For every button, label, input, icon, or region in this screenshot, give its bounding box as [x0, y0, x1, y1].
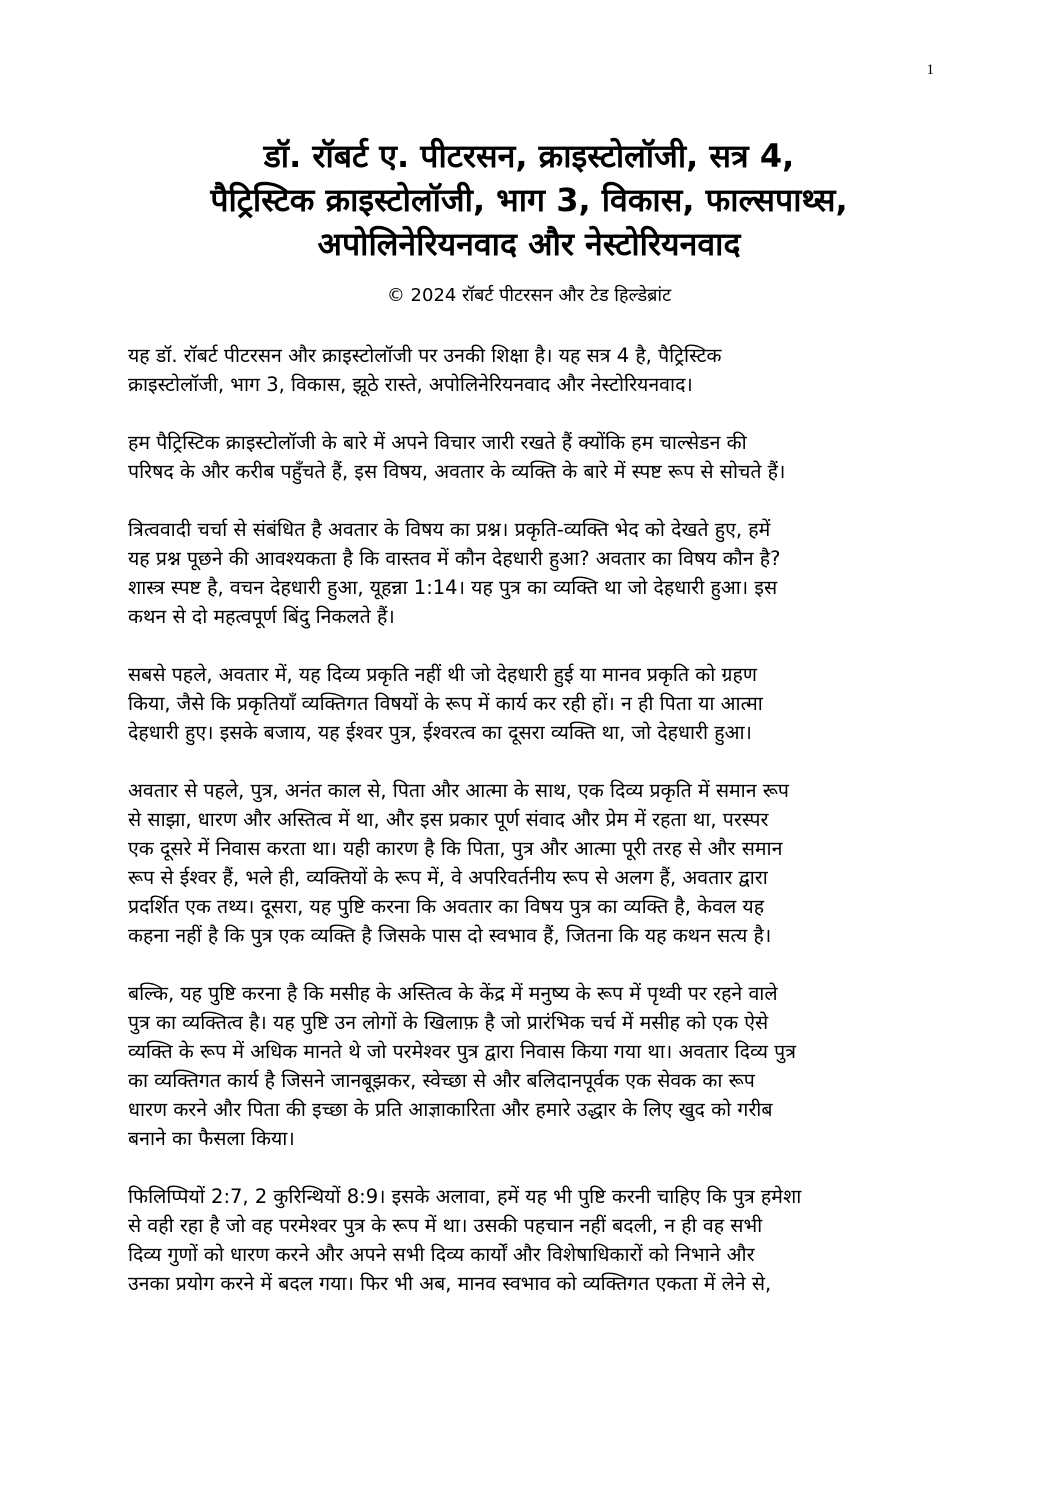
text-line: से साझा, धारण और अस्तित्व में था, और इस प्रकार पूर्ण संवाद और प्रेम में रहता था, परस्पर [128, 808, 769, 831]
text-line: रूप से ईश्वर हैं, भले ही, व्यक्तियों के रूप में, वे अपरिवर्तनीय रूप से अलग हैं, अवतार द्वारा [128, 866, 768, 889]
title-line: पैट्रिस्टिक क्राइस्टोलॉजी, भाग 3, विकास, फाल्सपाथ्स, [210, 181, 848, 219]
paragraph [128, 515, 928, 631]
text-line: अवतार से पहले, पुत्र, अनंत काल से, पिता और आत्मा के साथ, एक दिव्य प्रकृति में समान रूप [128, 779, 789, 802]
paragraph [128, 979, 928, 1153]
document-body [128, 341, 928, 1327]
text-line: हम पैट्रिस्टिक क्राइस्टोलॉजी के बारे में अपने विचार जारी रखते हैं क्योंकि हम चाल्सेडन की [128, 431, 747, 454]
paragraph [128, 660, 928, 747]
text-line: कथन से दो महत्वपूर्ण बिंदु निकलते हैं। [128, 605, 395, 628]
text-line: परिषद के और करीब पहुँचते हैं, इस विषय, अवतार के व्यक्ति के बारे में स्पष्ट रूप से सोचते हैं। [128, 460, 786, 483]
text-line: फिलिप्पियों 2:7, 2 कुरिन्थियों 8:9। इसके अलावा, हमें यह भी पुष्टि करनी चाहिए कि पुत्र हमेशा [128, 1185, 802, 1208]
text-line: यह डॉ. रॉबर्ट पीटरसन और क्राइस्टोलॉजी पर उनकी शिक्षा है। यह सत्र 4 है, पैट्रिस्टिक [128, 344, 722, 367]
text-line: से वही रहा है जो वह परमेश्वर पुत्र के रूप में था। उसकी पहचान नहीं बदली, न ही वह सभी [128, 1214, 763, 1237]
title-line: डॉ. रॉबर्ट ए. पीटरसन, क्राइस्टोलॉजी, सत्र 4, [263, 137, 795, 175]
copyright-notice: © 2024 रॉबर्ट पीटरसन और टेड हिल्डेब्रांट [386, 285, 672, 306]
text-line: पुत्र का व्यक्तित्व है। यह पुष्टि उन लोगों के खिलाफ़ है जो प्रारंभिक चर्च में मसीह को एक ऐसे [128, 1011, 769, 1034]
text-line: व्यक्ति के रूप में अधिक मानते थे जो परमेश्वर पुत्र द्वारा निवास किया गया था। अवतार दिव्य पुत्र [128, 1040, 797, 1063]
text-line: कहना नहीं है कि पुत्र एक व्यक्ति है जिसके पास दो स्वभाव हैं, जितना कि यह कथन सत्य है। [128, 924, 772, 947]
title-line: अपोलिनेरियनवाद और नेस्टोरियनवाद [317, 225, 741, 263]
text-line: शास्त्र स्पष्ट है, वचन देहधारी हुआ, यूहन्ना 1:14। यह पुत्र का व्यक्ति था जो देहधारी हुआ। इस [128, 576, 778, 599]
text-line: एक दूसरे में निवास करता था। यही कारण है कि पिता, पुत्र और आत्मा पूरी तरह से और समान [128, 837, 783, 860]
text-line: उनका प्रयोग करने में बदल गया। फिर भी अब, मानव स्वभाव को व्यक्तिगत एकता में लेने से, [128, 1272, 772, 1295]
text-line: बनाने का फैसला किया। [128, 1127, 295, 1150]
text-line: किया, जैसे कि प्रकृतियाँ व्यक्तिगत विषयों के रूप में कार्य कर रही हों। न ही पिता या आत्मा [128, 692, 763, 715]
text-line: दिव्य गुणों को धारण करने और अपने सभी दिव्य कार्यों और विशेषाधिकारों को निभाने और [128, 1243, 755, 1266]
paragraph [128, 1182, 928, 1298]
text-line: त्रित्ववादी चर्चा से संबंधित है अवतार के विषय का प्रश्न। प्रकृति-व्यक्ति भेद को देखते हुए, हमें [128, 518, 771, 541]
text-line: यह प्रश्न पूछने की आवश्यकता है कि वास्तव में कौन देहधारी हुआ? अवतार का विषय कौन है? [128, 547, 781, 570]
paragraph [128, 428, 928, 486]
text-line: धारण करने और पिता की इच्छा के प्रति आज्ञाकारिता और हमारे उद्धार के लिए खुद को गरीब [128, 1098, 773, 1121]
text-line: सबसे पहले, अवतार में, यह दिव्य प्रकृति नहीं थी जो देहधारी हुई या मानव प्रकृति को ग्रहण [128, 663, 757, 686]
text-line: का व्यक्तिगत कार्य है जिसने जानबूझकर, स्वेच्छा से और बलिदानपूर्वक एक सेवक का रूप [128, 1069, 755, 1092]
text-line: देहधारी हुए। इसके बजाय, यह ईश्वर पुत्र, ईश्वरत्व का दूसरा व्यक्ति था, जो देहधारी हुआ। [128, 721, 752, 744]
paragraph [128, 341, 928, 399]
text-line: बल्कि, यह पुष्टि करना है कि मसीह के अस्तित्व के केंद्र में मनुष्य के रूप में पृथ्वी पर रहने वाले [128, 982, 778, 1005]
text-line: क्राइस्टोलॉजी, भाग 3, विकास, झूठे रास्ते, अपोलिनेरियनवाद और नेस्टोरियनवाद। [128, 373, 693, 396]
paragraph [128, 776, 928, 950]
text-line: प्रदर्शित एक तथ्य। दूसरा, यह पुष्टि करना कि अवतार का विषय पुत्र का व्यक्ति है, केवल यह [128, 895, 765, 918]
document-title [100, 134, 958, 266]
page-number: 1 [926, 62, 934, 78]
